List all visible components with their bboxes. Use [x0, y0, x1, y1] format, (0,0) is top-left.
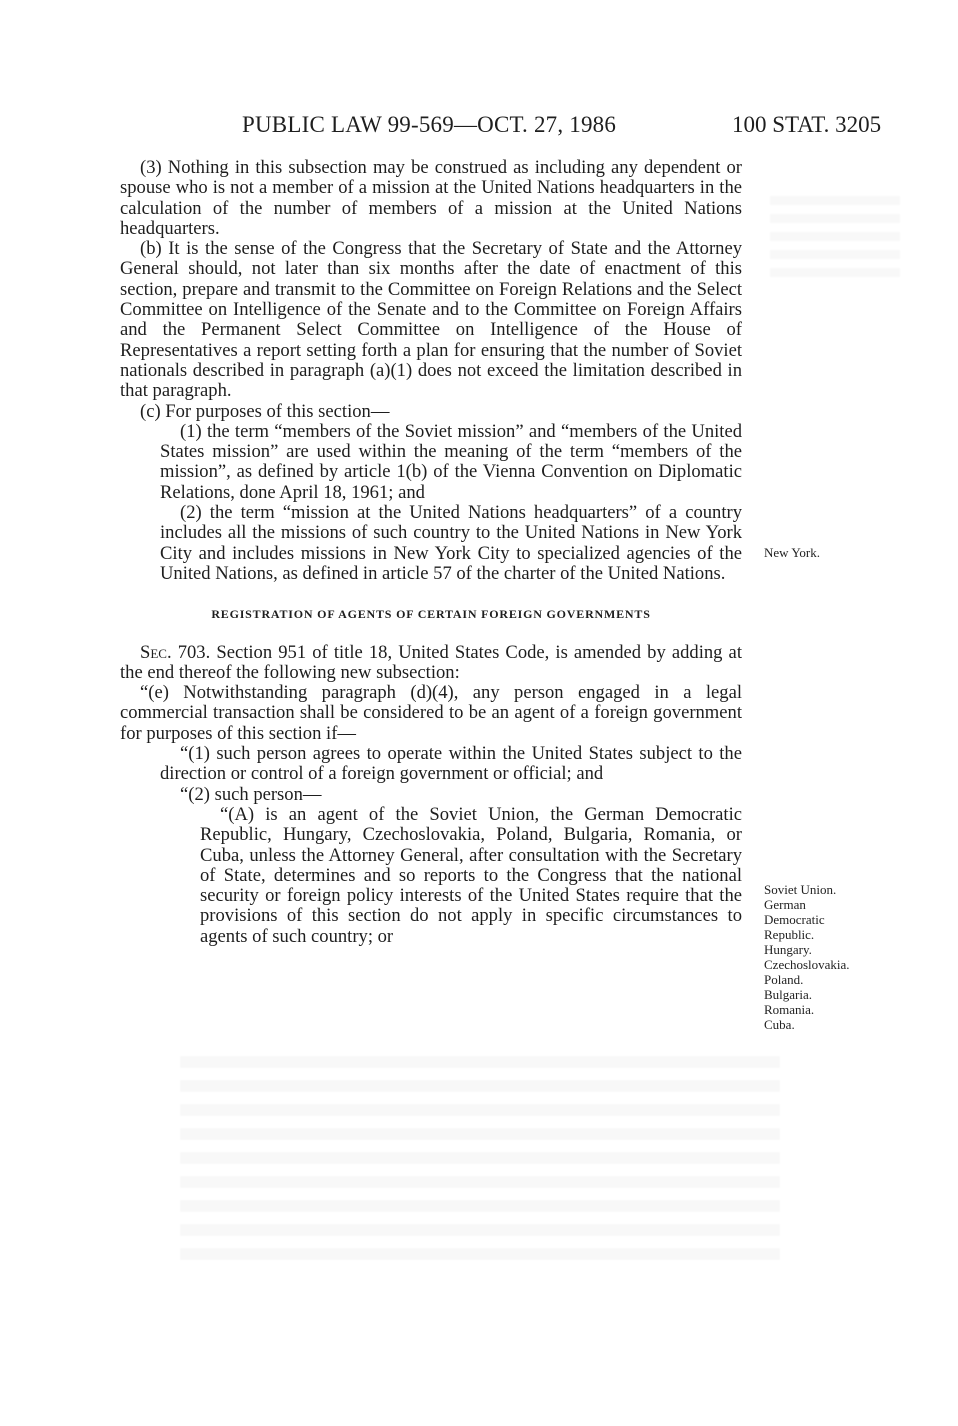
margin-note-cuba: Cuba. — [764, 1017, 795, 1032]
paragraph-e: “(e) Notwithstanding paragraph (d)(4), any person engaged in a legal commercial transaction shall be considered to be an agent of a foreign government for purposes of this section if— — [120, 682, 742, 744]
section-text: Section 951 of title 18, United States Code, is amended by adding at the end thereof the following new subsection: — [120, 641, 742, 683]
paragraph-c: (c) For purposes of this section— — [140, 400, 390, 422]
bleed-through-legislative-history — [180, 1056, 780, 1266]
margin-note-romania: Romania. — [764, 1002, 815, 1017]
margin-note-countries — [764, 882, 894, 1032]
margin-note-gdr: German Democratic Republic. — [764, 897, 825, 942]
page-body — [120, 158, 742, 947]
margin-note-hungary: Hungary. — [764, 942, 812, 957]
page-header — [0, 112, 958, 144]
page-title: PUBLIC LAW 99-569—OCT. 27, 1986 — [242, 112, 617, 137]
paragraph-c2: (2) the term “mission at the United Nations headquarters” of a country includes all the missions of such country to the United Nations in New York City and includes missions in New York City to specialized agencies of the United Nations, as defined in article 57 of the charter of the United Nations. — [160, 502, 742, 584]
paragraph-e2: “(2) such person— — [180, 783, 322, 805]
paragraph-c1: (1) the term “members of the Soviet mission” and “members of the United States mission” are used within the meaning of the term “members of the mission”, as defined by article 1(b) of the Vienna Convention on Diplomatic Relations, done April 18, 1961; and — [160, 420, 742, 503]
margin-note-bulgaria: Bulgaria. — [764, 987, 813, 1002]
margin-note-new-york: New York. — [764, 545, 820, 560]
paragraph-a3: (3) Nothing in this subsection may be construed as including any dependent or spouse who is not a member of a mission at the United Nations headquarters in the calculation of the number of members of a mission at the United Nations headquarters. — [120, 157, 742, 239]
section-label: Sec. 703. — [140, 641, 211, 663]
paragraph-e2a: “(A) is an agent of the Soviet Union, the German Democratic Republic, Hungary, Czechoslovakia, Poland, Bulgaria, Romania, or Cuba, unless the Attorney General, after consultation with the Secretary of State, determines and so reports to the Congress that the national security or foreign policy interests of the United States require that the provisions of this section do not apply in specific circumstances to agents of such country; or — [200, 803, 742, 947]
section-heading: REGISTRATION OF AGENTS OF CERTAIN FOREIGN GOVERNMENTS — [211, 607, 651, 622]
paragraph-e1: “(1) such person agrees to operate within the United States subject to the direction or control of a foreign government or official; and — [160, 743, 742, 785]
bleed-through-marginal-notes — [770, 196, 900, 286]
margin-note-soviet-union: Soviet Union. — [764, 882, 837, 897]
section-703 — [120, 643, 742, 684]
margin-note-czechoslovakia: Czechoslovakia. — [764, 957, 850, 972]
statute-citation: 100 STAT. 3205 — [732, 112, 882, 137]
margin-note-poland: Poland. — [764, 972, 804, 987]
paragraph-b: (b) It is the sense of the Congress that the Secretary of State and the Attorney General should, not later than six months after the date of enactment of this section, prepare and transmit to the Committee on Foreign Relations and the Select Committee on Intelligence of the Senate and to the Committee on Foreign Affairs and the Permanent Select Committee on Intelligence of the House of Representatives a report setting forth a plan for ensuring that the number of Soviet nationals described in paragraph (a)(1) does not exceed the limitation described in that paragraph. — [120, 238, 742, 402]
